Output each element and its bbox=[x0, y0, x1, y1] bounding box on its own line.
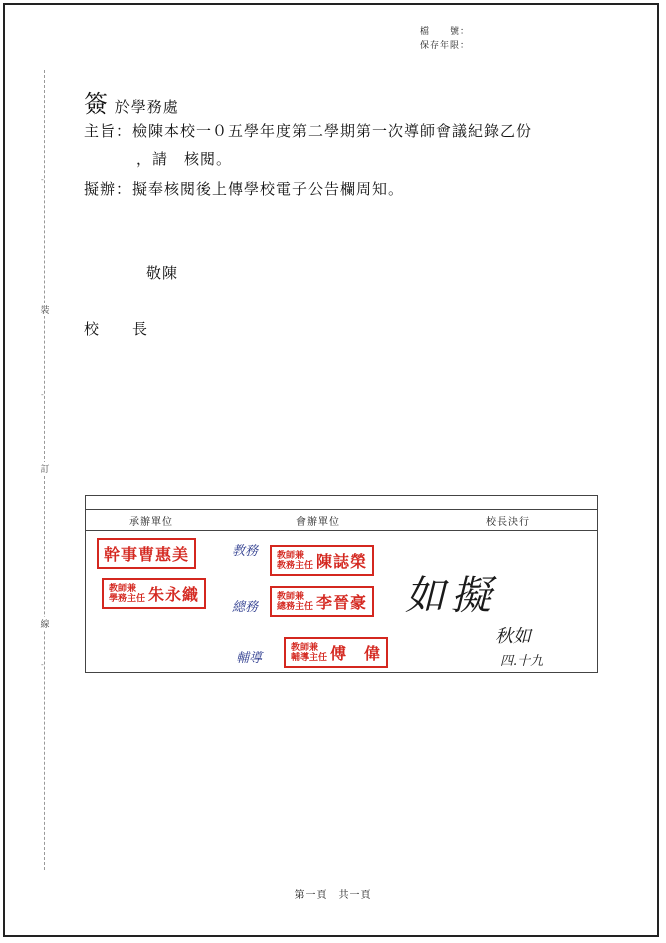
stamp-academic-director: 教師兼 教務主任 陳誌榮 bbox=[270, 545, 374, 576]
col-undertaking: 承辦單位 bbox=[85, 510, 217, 531]
sign-label: 簽 bbox=[84, 90, 109, 118]
col-co-sign: 會辦單位 bbox=[217, 510, 419, 531]
principal-signature: 秋如 bbox=[495, 626, 531, 647]
handwritten-dept-counseling: 輔導 bbox=[236, 651, 263, 666]
proposal-label: 擬辦： bbox=[84, 180, 133, 198]
table-right-edge bbox=[597, 495, 598, 673]
sign-heading bbox=[84, 84, 179, 119]
page-number: 第一頁 共一頁 bbox=[294, 890, 372, 901]
retention-period-label: 保存年限： bbox=[420, 41, 471, 51]
table-left-edge bbox=[85, 495, 86, 673]
proposal-line bbox=[84, 178, 404, 199]
subject-text-1: 檢陳本校一０五學年度第二學期第一次導師會議紀錄乙份 bbox=[132, 122, 533, 140]
page-border bbox=[3, 3, 659, 937]
stamp-counseling-director: 教師兼 輔導主任 傅 偉 bbox=[284, 637, 388, 668]
proposal-text: 擬奉核閱後上傳學校電子公告欄周知。 bbox=[132, 180, 405, 198]
principal-sign-date: 四.十九 bbox=[500, 654, 544, 669]
binding-char-xian: 線 bbox=[38, 617, 52, 630]
subject-label: 主旨： bbox=[84, 122, 133, 140]
handwritten-dept-general: 總務 bbox=[232, 600, 259, 615]
stamp-clerk: 幹事曹惠美 bbox=[97, 538, 196, 569]
closing-text: 敬陳 bbox=[146, 264, 179, 282]
handwritten-dept-academic: 教務 bbox=[232, 544, 259, 559]
stamp-general-affairs-director: 教師兼 總務主任 李晉豪 bbox=[270, 586, 374, 617]
col-principal: 校長決行 bbox=[419, 510, 597, 531]
recipient-text: 校 長 bbox=[84, 320, 149, 338]
binding-char-zhuang: 裝 bbox=[38, 303, 52, 316]
principal-approval-handwriting: 如擬 bbox=[405, 573, 497, 619]
binding-tick: - bbox=[41, 390, 44, 399]
sign-place: 於學務處 bbox=[114, 98, 179, 116]
stamp-student-affairs-director: 教師兼 學務主任 朱永織 bbox=[102, 578, 206, 609]
binding-tick: - bbox=[41, 660, 44, 669]
binding-tick: - bbox=[41, 175, 44, 184]
binding-char-ding: 訂 bbox=[38, 462, 52, 475]
subject-line-1 bbox=[84, 120, 532, 141]
subject-text-2: ，請 核閱。 bbox=[136, 150, 233, 168]
file-number-label: 檔 號： bbox=[420, 27, 471, 37]
